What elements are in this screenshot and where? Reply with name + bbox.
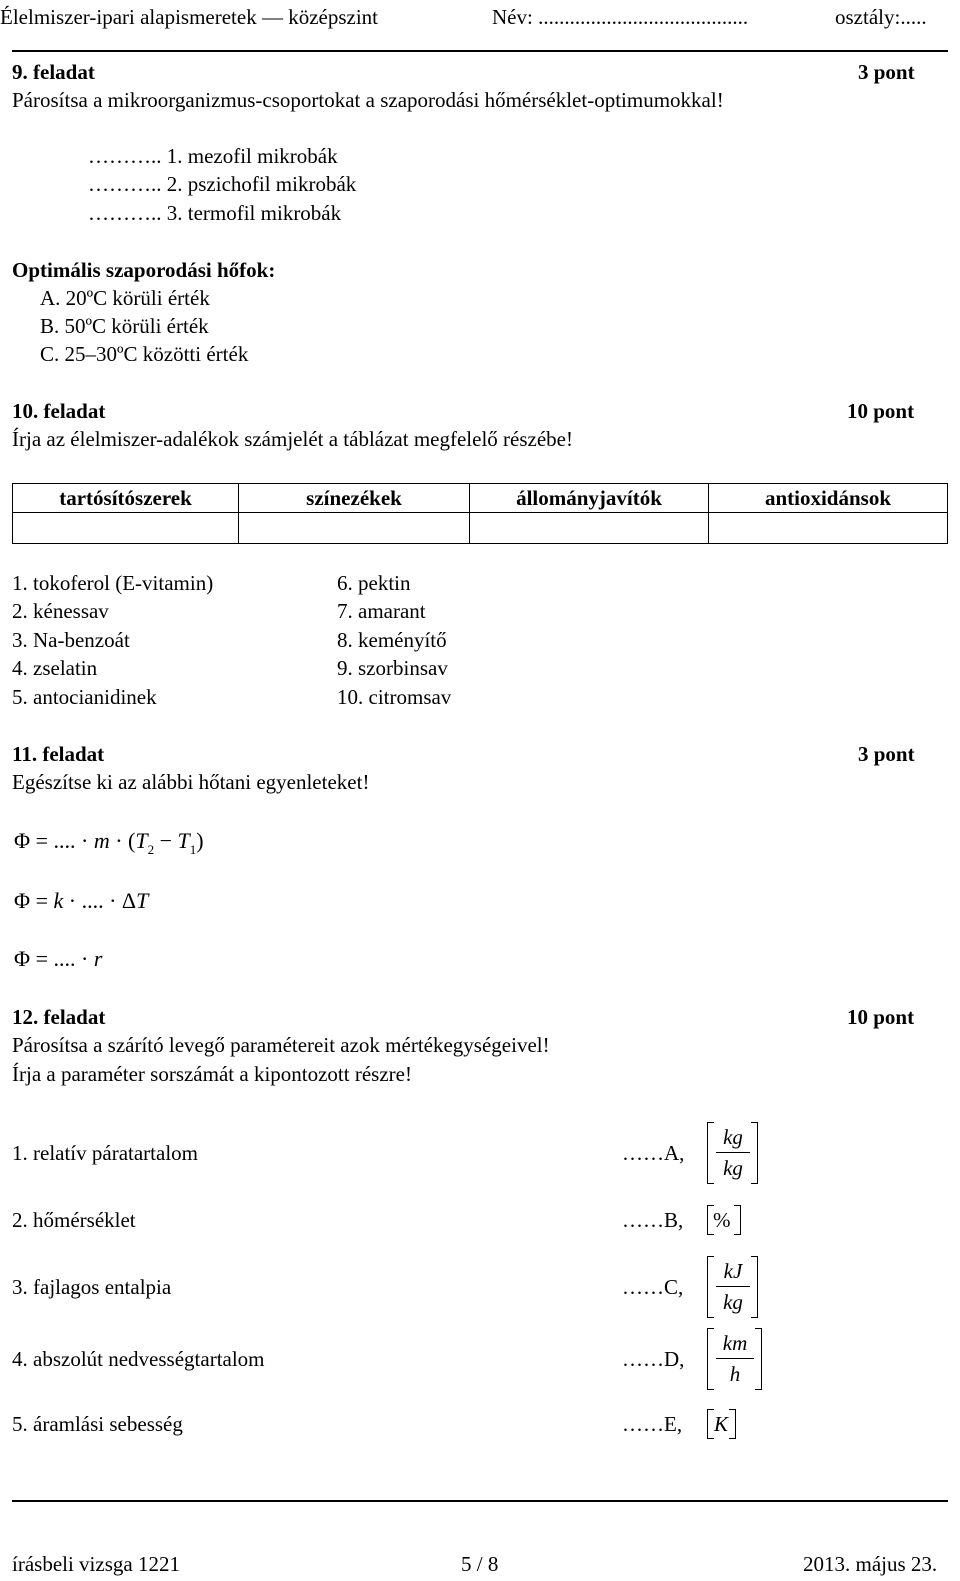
unit-e-bracket-right	[729, 1409, 736, 1439]
additive-item: 10. citromsav	[337, 685, 452, 709]
additives-table	[12, 483, 948, 544]
answer-cell-preservatives[interactable]	[13, 513, 239, 544]
task9-option: C. 25–30ºC közötti érték	[40, 342, 249, 366]
additive-item: 3. Na-benzoát	[12, 628, 130, 652]
task9-points: 3 pont	[858, 60, 915, 84]
additive-item: 5. antocianidinek	[12, 685, 157, 709]
unit-e-bracket-left	[707, 1409, 714, 1439]
equation-1: Φ = .... · $m \cdot (T_2 - T_1)$	[14, 828, 204, 857]
unit-b-value: %	[713, 1208, 731, 1232]
task10-title: 10. feladat	[12, 399, 106, 423]
task12-instruction-2: Írja a paraméter sorszámát a kipontozott részre!	[12, 1062, 412, 1086]
unit-b-bracket-right	[734, 1205, 741, 1235]
header-class-field: osztály:.....	[835, 5, 927, 29]
table-header-row	[13, 484, 948, 513]
additive-item: 1. tokoferol (E-vitamin)	[12, 571, 214, 595]
footer-date: 2013. május 23.	[803, 1552, 938, 1576]
unit-label-d: ……D,	[622, 1347, 685, 1371]
task9-option: B. 50ºC körüli érték	[40, 314, 209, 338]
param-item: 3. fajlagos entalpia	[12, 1275, 172, 1299]
table-header-preservatives: tartósítószerek	[13, 484, 239, 513]
unit-d-bracket-left	[707, 1328, 714, 1390]
unit-c-bracket-left	[707, 1256, 714, 1318]
task12-points: 10 pont	[847, 1005, 915, 1029]
task9-item: ……….. 3. termofil mikrobák	[88, 201, 342, 225]
unit-d-bracket-right	[755, 1328, 762, 1390]
footer-divider	[12, 1500, 948, 1502]
task10-points: 10 pont	[847, 399, 915, 423]
additive-item: 8. keményítő	[337, 628, 447, 652]
table-header-colorants: színezékek	[239, 484, 470, 513]
unit-e-value: K	[714, 1412, 729, 1436]
header-name-field: Név: ........................................	[492, 5, 749, 29]
param-item: 1. relatív páratartalom	[12, 1141, 198, 1165]
param-item: 2. hőmérséklet	[12, 1208, 136, 1232]
footer-page: 5 / 8	[461, 1552, 499, 1576]
task11-title: 11. feladat	[12, 742, 105, 766]
unit-a-bracket-left	[707, 1122, 714, 1184]
equation-3: Φ = .... · r	[14, 946, 103, 971]
task11-instruction: Egészítse ki az alábbi hőtani egyenleteket!	[12, 770, 370, 794]
table-answer-row	[13, 513, 948, 544]
task9-instruction: Párosítsa a mikroorganizmus-csoportokat a szaporodási hőmérséklet-optimumokkal!	[12, 88, 724, 112]
unit-a-fraction: $\frac{kg}{kg}$	[716, 1122, 750, 1183]
task9-title: 9. feladat	[12, 60, 95, 84]
table-header-texturizers: állományjavítók	[470, 484, 709, 513]
unit-label-b: ……B,	[622, 1208, 684, 1232]
answer-cell-colorants[interactable]	[239, 513, 470, 544]
unit-c-bracket-right	[751, 1256, 758, 1318]
header-divider	[12, 50, 948, 52]
unit-a-bracket-right	[751, 1122, 758, 1184]
unit-label-c: ……C,	[622, 1275, 684, 1299]
additive-item: 6. pektin	[337, 571, 411, 595]
header-subject: Élelmiszer-ipari alapismeretek — középszint	[0, 5, 379, 29]
task12-instruction-1: Párosítsa a szárító levegő paramétereit azok mértékegységeivel!	[12, 1033, 550, 1057]
task9-option: A. 20ºC körüli érték	[40, 286, 210, 310]
task9-item: ……….. 2. pszichofil mikrobák	[88, 172, 357, 196]
unit-d-fraction: $\frac{km}{h}$	[716, 1328, 754, 1389]
unit-label-a: ……A,	[622, 1141, 685, 1165]
unit-c-fraction: $\frac{kJ}{kg}$	[716, 1256, 750, 1317]
task11-points: 3 pont	[858, 742, 915, 766]
param-item: 4. abszolút nedvességtartalom	[12, 1347, 265, 1371]
equation-2: Φ = k · .... · ΔT	[14, 888, 149, 913]
additive-item: 9. szorbinsav	[337, 656, 448, 680]
table-header-antioxidants: antioxidánsok	[709, 484, 948, 513]
answer-cell-antioxidants[interactable]	[709, 513, 948, 544]
param-item: 5. áramlási sebesség	[12, 1412, 183, 1436]
additive-item: 4. zselatin	[12, 656, 98, 680]
task9-item: ……….. 1. mezofil mikrobák	[88, 144, 338, 168]
answer-cell-texturizers[interactable]	[470, 513, 709, 544]
task10-instruction: Írja az élelmiszer-adalékok számjelét a táblázat megfelelő részébe!	[12, 427, 573, 451]
task12-title: 12. feladat	[12, 1005, 106, 1029]
unit-label-e: ……E,	[622, 1412, 683, 1436]
footer-exam: írásbeli vizsga 1221	[12, 1552, 180, 1576]
additive-item: 7. amarant	[337, 599, 426, 623]
additive-item: 2. kénessav	[12, 599, 109, 623]
task9-options-title: Optimális szaporodási hőfok:	[12, 258, 276, 282]
